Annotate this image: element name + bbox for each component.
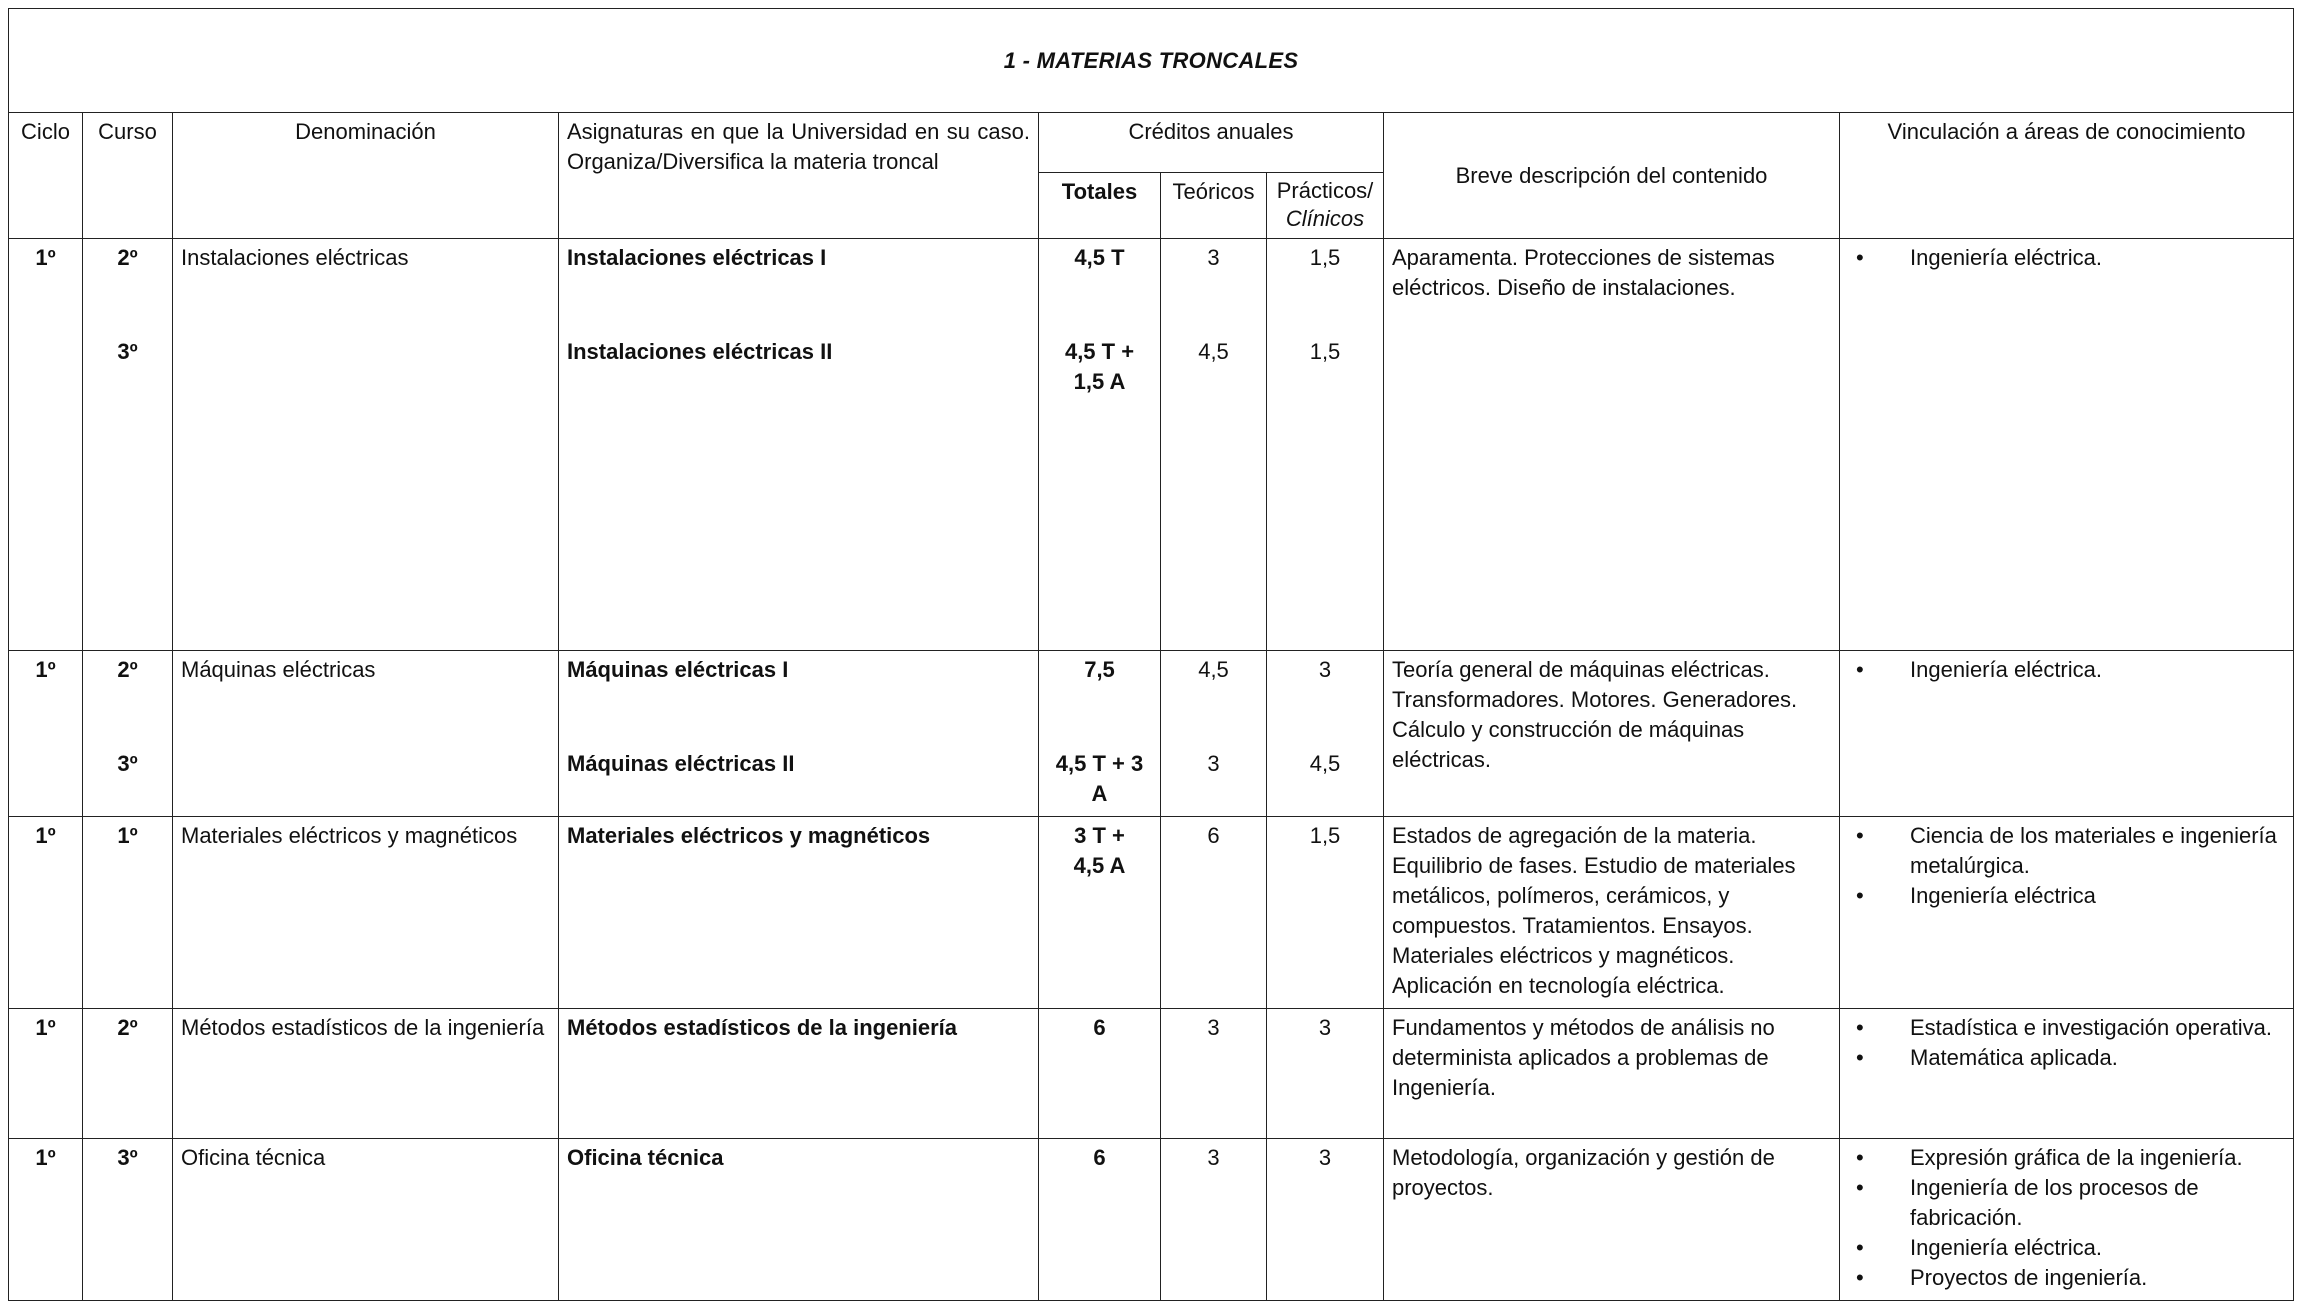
totales-cell: 6 <box>1039 1009 1161 1139</box>
totales-cell: 6 <box>1039 1139 1161 1301</box>
list-item: • Estadística e investigación operativa. <box>1848 1013 2285 1043</box>
practicos-value: 1,5 <box>1309 245 1341 270</box>
curso-cell: 3º <box>83 1139 173 1301</box>
curso-value: 2º <box>117 657 138 682</box>
table-row <box>9 1139 2294 1301</box>
descripcion-cell: Teoría general de máquinas eléctricas. Transformadores. Motores. Generadores. Cálculo y construcción de máquinas eléctricas. <box>1384 651 1840 817</box>
header-curso: Curso <box>83 113 173 239</box>
list-item: • Ingeniería eléctrica <box>1848 881 2285 911</box>
practicos-value: 3 <box>1318 657 1332 682</box>
asignatura-cell: Métodos estadísticos de la ingeniería <box>559 1009 1039 1139</box>
denominacion-cell: Métodos estadísticos de la ingeniería <box>173 1009 559 1139</box>
practicos-value: 1,5 <box>1309 339 1341 364</box>
curso-value: 3º <box>117 751 138 776</box>
areas-cell <box>1840 651 2294 817</box>
list-item: • Ciencia de los materiales e ingeniería metalúrgica. <box>1848 821 2285 881</box>
list-item: • Matemática aplicada. <box>1848 1043 2285 1073</box>
asignatura-cell: Oficina técnica <box>559 1139 1039 1301</box>
asignatura-value: Máquinas eléctricas II <box>567 751 795 776</box>
header-descripcion: Breve descripción del contenido <box>1384 113 1840 239</box>
ciclo-cell: 1º <box>9 239 83 651</box>
teoricos-cell: 3 <box>1161 1009 1267 1139</box>
practicos-cell <box>1267 239 1384 651</box>
header-ciclo: Ciclo <box>9 113 83 239</box>
ciclo-cell: 1º <box>9 1139 83 1301</box>
asignatura-cell: Materiales eléctricos y magnéticos <box>559 817 1039 1009</box>
materias-troncales-table <box>8 8 2294 1301</box>
areas-list <box>1848 243 2285 273</box>
areas-list <box>1848 821 2285 911</box>
teoricos-value: 3 <box>1207 245 1220 270</box>
denominacion-cell: Materiales eléctricos y magnéticos <box>173 817 559 1009</box>
table-title: 1 - MATERIAS TRONCALES <box>9 9 2294 113</box>
list-item: • Ingeniería de los procesos de fabricación. <box>1848 1173 2285 1233</box>
asignatura-value: Instalaciones eléctricas II <box>567 339 833 364</box>
header-asignaturas: Asignaturas en que la Universidad en su caso. Organiza/Diversifica la materia troncal <box>559 113 1039 239</box>
curso-value: 3º <box>117 339 138 364</box>
descripcion-cell: Aparamenta. Protecciones de sistemas eléctricos. Diseño de instalaciones. <box>1384 239 1840 651</box>
totales-value: 4,5 T + 3 A <box>1055 751 1144 806</box>
teoricos-cell: 6 <box>1161 817 1267 1009</box>
header-denominacion: Denominación <box>173 113 559 239</box>
list-item: • Ingeniería eléctrica. <box>1848 243 2285 273</box>
teoricos-value: 3 <box>1207 751 1220 776</box>
teoricos-cell: 3 <box>1161 1139 1267 1301</box>
areas-list <box>1848 655 2285 685</box>
asignatura-value: Máquinas eléctricas I <box>567 657 789 682</box>
areas-cell <box>1840 1009 2294 1139</box>
totales-value: 7,5 <box>1084 657 1115 682</box>
totales-value: 4,5 T <box>1074 245 1125 270</box>
totales-cell <box>1039 239 1161 651</box>
header-creditos-anuales: Créditos anuales <box>1039 113 1384 173</box>
table-row <box>9 1009 2294 1139</box>
ciclo-cell: 1º <box>9 817 83 1009</box>
totales-cell <box>1039 651 1161 817</box>
table-row <box>9 239 2294 651</box>
table-row <box>9 651 2294 817</box>
ciclo-cell: 1º <box>9 1009 83 1139</box>
areas-cell <box>1840 817 2294 1009</box>
totales-cell <box>1039 817 1161 1009</box>
denominacion-cell: Oficina técnica <box>173 1139 559 1301</box>
header-vinculacion: Vinculación a áreas de conocimiento <box>1840 113 2294 239</box>
areas-list <box>1848 1013 2285 1073</box>
teoricos-value: 4,5 <box>1198 339 1229 364</box>
practicos-cell <box>1267 651 1384 817</box>
denominacion-cell: Máquinas eléctricas <box>173 651 559 817</box>
header-practicos <box>1267 173 1384 239</box>
asignatura-value: Instalaciones eléctricas I <box>567 245 827 270</box>
header-totales: Totales <box>1039 173 1161 239</box>
header-clinicos-label: Clínicos <box>1285 206 1365 231</box>
teoricos-cell <box>1161 651 1267 817</box>
totales-value: 4,5 T + 1,5 A <box>1064 339 1135 394</box>
list-item: • Ingeniería eléctrica. <box>1848 655 2285 685</box>
practicos-cell: 3 <box>1267 1009 1384 1139</box>
header-row-1 <box>9 113 2294 173</box>
curso-cell <box>83 239 173 651</box>
ciclo-cell: 1º <box>9 651 83 817</box>
denominacion-cell: Instalaciones eléctricas <box>173 239 559 651</box>
teoricos-cell <box>1161 239 1267 651</box>
totales-value: 3 T + 4,5 A <box>1073 823 1126 878</box>
list-item: • Expresión gráfica de la ingeniería. <box>1848 1143 2285 1173</box>
table-row <box>9 817 2294 1009</box>
asignatura-cell <box>559 651 1039 817</box>
areas-cell <box>1840 239 2294 651</box>
list-item: • Ingeniería eléctrica. <box>1848 1233 2285 1263</box>
asignatura-cell <box>559 239 1039 651</box>
curso-cell: 1º <box>83 817 173 1009</box>
curso-cell <box>83 651 173 817</box>
practicos-cell: 1,5 <box>1267 817 1384 1009</box>
header-teoricos: Teóricos <box>1161 173 1267 239</box>
teoricos-value: 4,5 <box>1198 657 1229 682</box>
descripcion-cell: Fundamentos y métodos de análisis no determinista aplicados a problemas de Ingeniería. <box>1384 1009 1840 1139</box>
descripcion-cell: Estados de agregación de la materia. Equilibrio de fases. Estudio de materiales metálicos, polímeros, cerámicos, y compuestos. Tratamientos. Ensayos. Materiales eléctricos y magnéticos. Aplicación en tecnología eléctrica. <box>1384 817 1840 1009</box>
title-row <box>9 9 2294 113</box>
list-item: • Proyectos de ingeniería. <box>1848 1263 2285 1293</box>
header-practicos-label: Prácticos/ <box>1276 178 1374 203</box>
curso-cell: 2º <box>83 1009 173 1139</box>
descripcion-cell: Metodología, organización y gestión de proyectos. <box>1384 1139 1840 1301</box>
practicos-value: 4,5 <box>1309 751 1341 776</box>
practicos-cell: 3 <box>1267 1139 1384 1301</box>
areas-list <box>1848 1143 2285 1293</box>
areas-cell <box>1840 1139 2294 1301</box>
curso-value: 2º <box>117 245 138 270</box>
